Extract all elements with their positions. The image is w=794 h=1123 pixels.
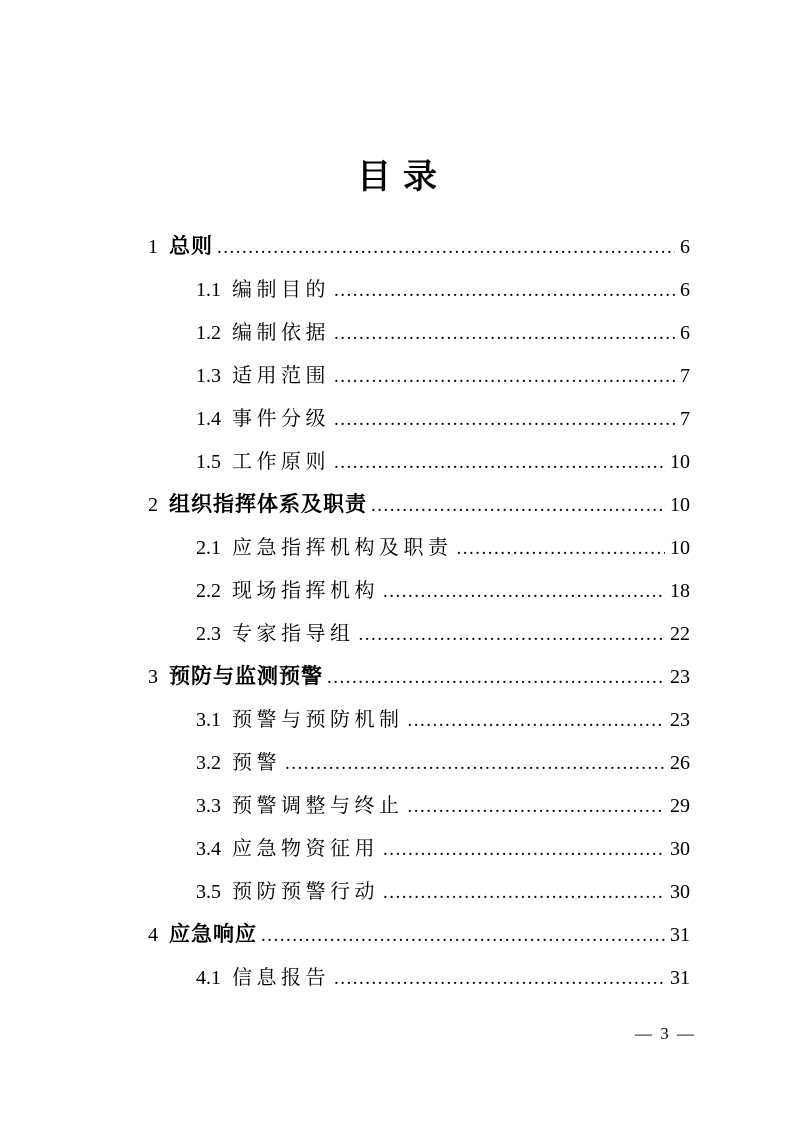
toc-leader-dots: [261, 914, 665, 957]
toc-entry-number: 1.1: [196, 278, 221, 301]
toc-entry-page: 22: [670, 622, 690, 645]
toc-leader-dots: [383, 570, 665, 613]
toc-entry-title: 事件分级: [232, 407, 330, 430]
toc-entry-title: 预警: [232, 751, 281, 774]
toc-entry-number: 2.1: [196, 536, 221, 559]
toc-entry-number: 2.2: [196, 579, 221, 602]
toc-entry-page: 30: [670, 880, 690, 903]
toc-entry-title: 专家指导组: [232, 622, 355, 645]
toc-entry-page: 10: [670, 536, 690, 559]
toc-entry[interactable]: [148, 699, 690, 742]
toc-leader-dots: [457, 527, 666, 570]
toc-entry-number: 3.3: [196, 794, 221, 817]
toc-entry-number: 1.5: [196, 450, 221, 473]
toc-entry-title: 应急响应: [169, 922, 257, 946]
page-footer: [635, 1024, 696, 1044]
toc-entry-number: 3: [148, 665, 158, 688]
toc-leader-dots: [327, 656, 665, 699]
toc-entry-title: 工作原则: [232, 450, 330, 473]
toc-entry[interactable]: [148, 312, 690, 355]
toc-leader-dots: [408, 699, 666, 742]
toc-entry[interactable]: [148, 871, 690, 914]
toc-entry-title: 组织指挥体系及职责: [169, 492, 367, 516]
toc-leader-dots: [383, 828, 665, 871]
toc-leader-dots: [334, 312, 675, 355]
toc-entry-title: 预防预警行动: [232, 880, 379, 903]
toc-entry-page: 7: [680, 407, 690, 430]
toc-entry-page: 30: [670, 837, 690, 860]
toc-entry-number: 2: [148, 493, 158, 516]
toc-leader-dots: [334, 355, 675, 398]
toc-entry[interactable]: [148, 957, 690, 1000]
toc-entry-number: 3.4: [196, 837, 221, 860]
page-title: 目录: [357, 159, 449, 196]
toc-entry-title: 编制目的: [232, 278, 330, 301]
toc-entry-page: 23: [670, 665, 690, 688]
toc-entry-page: 31: [670, 923, 690, 946]
toc-entry-page: 23: [670, 708, 690, 731]
toc-entry[interactable]: [148, 527, 690, 570]
toc-entry-number: 1.3: [196, 364, 221, 387]
toc-entry-page: 6: [680, 235, 690, 258]
toc-leader-dots: [408, 785, 666, 828]
toc-entry-page: 26: [670, 751, 690, 774]
toc-leader-dots: [359, 613, 666, 656]
toc-leader-dots: [334, 957, 665, 1000]
toc-leader-dots: [334, 398, 675, 441]
toc-entry[interactable]: [148, 742, 690, 785]
toc-entry[interactable]: [148, 656, 690, 699]
toc-entry-title: 编制依据: [232, 321, 330, 344]
toc-entry-page: 31: [670, 966, 690, 989]
toc-entry[interactable]: [148, 785, 690, 828]
toc-entry-title: 预警调整与终止: [232, 794, 404, 817]
toc-entry-page: 7: [680, 364, 690, 387]
toc-entry-number: 3.1: [196, 708, 221, 731]
toc-entry-page: 29: [670, 794, 690, 817]
toc-entry-number: 1: [148, 235, 158, 258]
toc-entry-title: 应急指挥机构及职责: [232, 536, 453, 559]
toc-leader-dots: [334, 269, 675, 312]
toc-entry-page: 10: [670, 493, 690, 516]
toc-entry[interactable]: [148, 441, 690, 484]
toc-entry-page: 6: [680, 321, 690, 344]
toc-entry-title: 预防与监测预警: [169, 664, 323, 688]
toc-entry-page: 6: [680, 278, 690, 301]
toc-entry[interactable]: [148, 226, 690, 269]
toc-entry-number: 4: [148, 923, 158, 946]
toc-entry-title: 适用范围: [232, 364, 330, 387]
toc-entry-number: 3.5: [196, 880, 221, 903]
toc-leader-dots: [334, 441, 665, 484]
toc-entry-number: 1.4: [196, 407, 221, 430]
toc-list: [148, 226, 690, 1000]
toc-entry-title: 现场指挥机构: [232, 579, 379, 602]
toc-entry-page: 10: [670, 450, 690, 473]
toc-leader-dots: [383, 871, 665, 914]
toc-entry-number: 3.2: [196, 751, 221, 774]
toc-entry[interactable]: [148, 484, 690, 527]
toc-entry-page: 18: [670, 579, 690, 602]
page-number: — 3 —: [635, 1024, 696, 1043]
toc-entry-number: 4.1: [196, 966, 221, 989]
toc-entry[interactable]: [148, 914, 690, 957]
toc-leader-dots: [285, 742, 665, 785]
toc-entry-title: 信息报告: [232, 966, 330, 989]
toc-entry-number: 1.2: [196, 321, 221, 344]
toc-entry[interactable]: [148, 570, 690, 613]
toc-entry[interactable]: [148, 828, 690, 871]
toc-entry[interactable]: [148, 355, 690, 398]
toc-leader-dots: [371, 484, 665, 527]
toc-entry[interactable]: [148, 269, 690, 312]
toc-entry-title: 应急物资征用: [232, 837, 379, 860]
toc-leader-dots: [217, 226, 675, 269]
toc-entry-title: 预警与预防机制: [232, 708, 404, 731]
toc-entry-title: 总则: [169, 234, 213, 258]
toc-entry[interactable]: [148, 398, 690, 441]
toc-entry[interactable]: [148, 613, 690, 656]
toc-entry-number: 2.3: [196, 622, 221, 645]
